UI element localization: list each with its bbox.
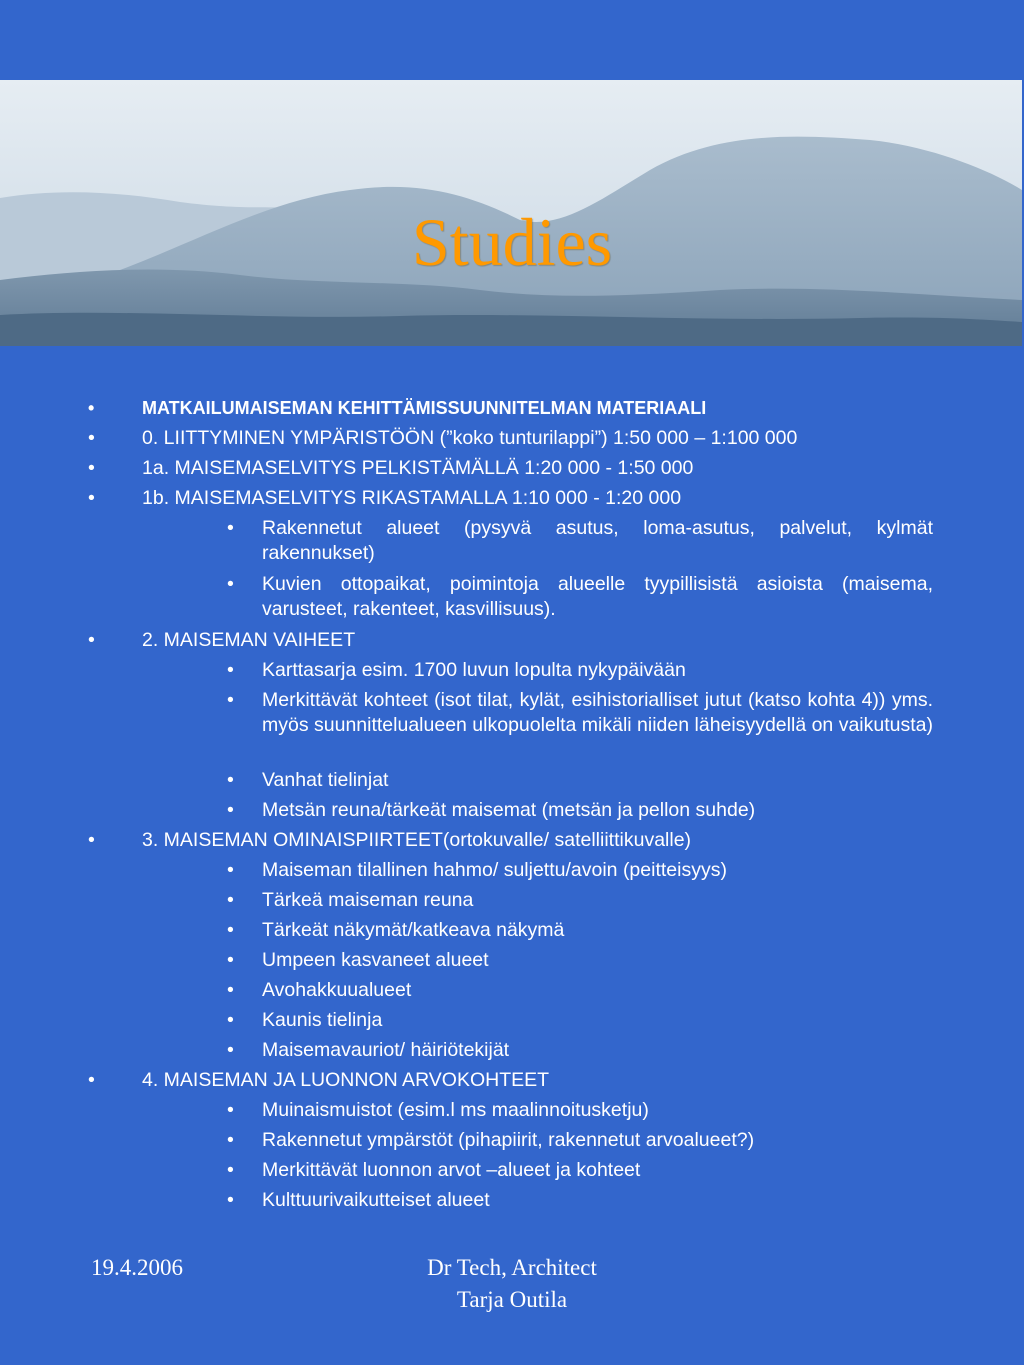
list-item (88, 828, 942, 853)
sub-list-item (227, 658, 933, 683)
list-item-text: Merkittävät kohteet (isot tilat, kylät, esihistorialliset jutut (katso kohta 4)) yms. myös suunnittelualueen ulkopuolelta mikäli niiden läheisyydellä on vaikutusta) (262, 689, 933, 736)
list-item-text: Tärkeä maiseman reuna (262, 889, 474, 911)
list-item-text: 0. LIITTYMINEN YMPÄRISTÖÖN (”koko tunturilappi”) 1:50 000 – 1:100 000 (142, 427, 798, 449)
list-item-text: Kuvien ottopaikat, poimintoja alueelle tyypillisistä asioista (maisema, varusteet, rakenteet, kasvillisuus). (262, 573, 933, 620)
bullet-icon: • (227, 859, 234, 881)
sub-list-item (227, 1188, 933, 1213)
bullet-icon: • (227, 573, 234, 595)
list-item (88, 486, 942, 511)
bullet-icon: • (88, 629, 95, 651)
sub-list-item (227, 798, 933, 823)
list-item (88, 426, 942, 451)
list-item-text: Rakennetut alueet (pysyvä asutus, loma-asutus, palvelut, kylmät rakennukset) (262, 517, 933, 564)
sub-list-item (227, 1128, 933, 1153)
sub-list-item (227, 888, 933, 913)
sub-list-item (227, 572, 933, 621)
bullet-icon: • (227, 799, 234, 821)
list-item-text: MATKAILUMAISEMAN KEHITTÄMISSUUNNITELMAN MATERIAALI (142, 398, 707, 418)
sub-list-item (227, 768, 933, 793)
sub-list-item (227, 688, 933, 737)
bullet-icon: • (88, 487, 95, 509)
list-item-text: 3. MAISEMAN OMINAISPIIRTEET(ortokuvalle/ satelliittikuvalle) (142, 829, 692, 851)
sub-list-item (227, 858, 933, 883)
bullet-icon: • (227, 889, 234, 911)
list-item-text: Avohakkuualueet (262, 979, 412, 1001)
bullet-icon: • (227, 517, 234, 539)
footer-author (312, 1252, 712, 1316)
bullet-icon: • (227, 1009, 234, 1031)
list-item (88, 456, 942, 481)
list-item (88, 628, 942, 653)
list-item-text: Maiseman tilallinen hahmo/ suljettu/avoin (peitteisyys) (262, 859, 727, 881)
sub-list-item (227, 918, 933, 943)
bullet-icon: • (227, 659, 234, 681)
list-item (88, 1068, 942, 1093)
page-title: Studies (411, 204, 613, 280)
bullet-icon: • (227, 949, 234, 971)
list-item-text: Vanhat tielinjat (262, 769, 389, 791)
list-item-text: Karttasarja esim. 1700 luvun lopulta nykypäivään (262, 659, 686, 681)
bullet-icon: • (227, 1189, 234, 1211)
list-item-text: 1b. MAISEMASELVITYS RIKASTAMALLA 1:10 000 - 1:20 000 (142, 487, 682, 509)
sub-list-item (227, 1158, 933, 1183)
sub-list-item (227, 978, 933, 1003)
sub-list-item (227, 948, 933, 973)
list-item-text: Maisemavauriot/ häiriötekijät (262, 1039, 510, 1061)
footer-date: 19.4.2006 (91, 1255, 183, 1280)
bullet-icon: • (227, 689, 234, 711)
bullet-icon: • (227, 1159, 234, 1181)
bullet-icon: • (88, 398, 95, 418)
footer-author-name: Tarja Outila (456, 1287, 568, 1312)
bullet-icon: • (227, 1129, 234, 1151)
bullet-icon: • (88, 1069, 95, 1091)
list-item-text: 4. MAISEMAN JA LUONNON ARVOKOHTEET (142, 1069, 550, 1091)
list-item (88, 396, 942, 421)
list-item-text: 1a. MAISEMASELVITYS PELKISTÄMÄLLÄ 1:20 000 - 1:50 000 (142, 457, 694, 479)
bullet-icon: • (227, 1099, 234, 1121)
bullet-icon: • (88, 427, 95, 449)
bullet-icon: • (227, 919, 234, 941)
list-item-text: Metsän reuna/tärkeät maisemat (metsän ja pellon suhde) (262, 799, 756, 821)
bullet-icon: • (227, 979, 234, 1001)
bullet-icon: • (88, 457, 95, 479)
bullet-icon: • (88, 829, 95, 851)
bullet-icon: • (227, 769, 234, 791)
list-item-text: Tärkeät näkymät/katkeava näkymä (262, 919, 565, 941)
list-item-text: 2. MAISEMAN VAIHEET (142, 629, 356, 651)
list-item-text: Merkittävät luonnon arvot –alueet ja kohteet (262, 1159, 641, 1181)
list-item-text: Kulttuurivaikutteiset alueet (262, 1189, 490, 1211)
sub-list-item (227, 1008, 933, 1033)
sub-list-item (227, 1038, 933, 1063)
list-item-text: Rakennetut ympärstöt (pihapiirit, rakennetut arvoalueet?) (262, 1129, 755, 1151)
sub-list-item (227, 1098, 933, 1123)
list-item-text: Kaunis tielinja (262, 1009, 383, 1031)
list-item-text: Umpeen kasvaneet alueet (262, 949, 489, 971)
footer-author-title: Dr Tech, Architect (427, 1255, 597, 1280)
sub-list-item (227, 516, 933, 565)
bullet-icon: • (227, 1039, 234, 1061)
list-item-text: Muinaismuistot (esim.l ms maalinnoitusketju) (262, 1099, 649, 1121)
